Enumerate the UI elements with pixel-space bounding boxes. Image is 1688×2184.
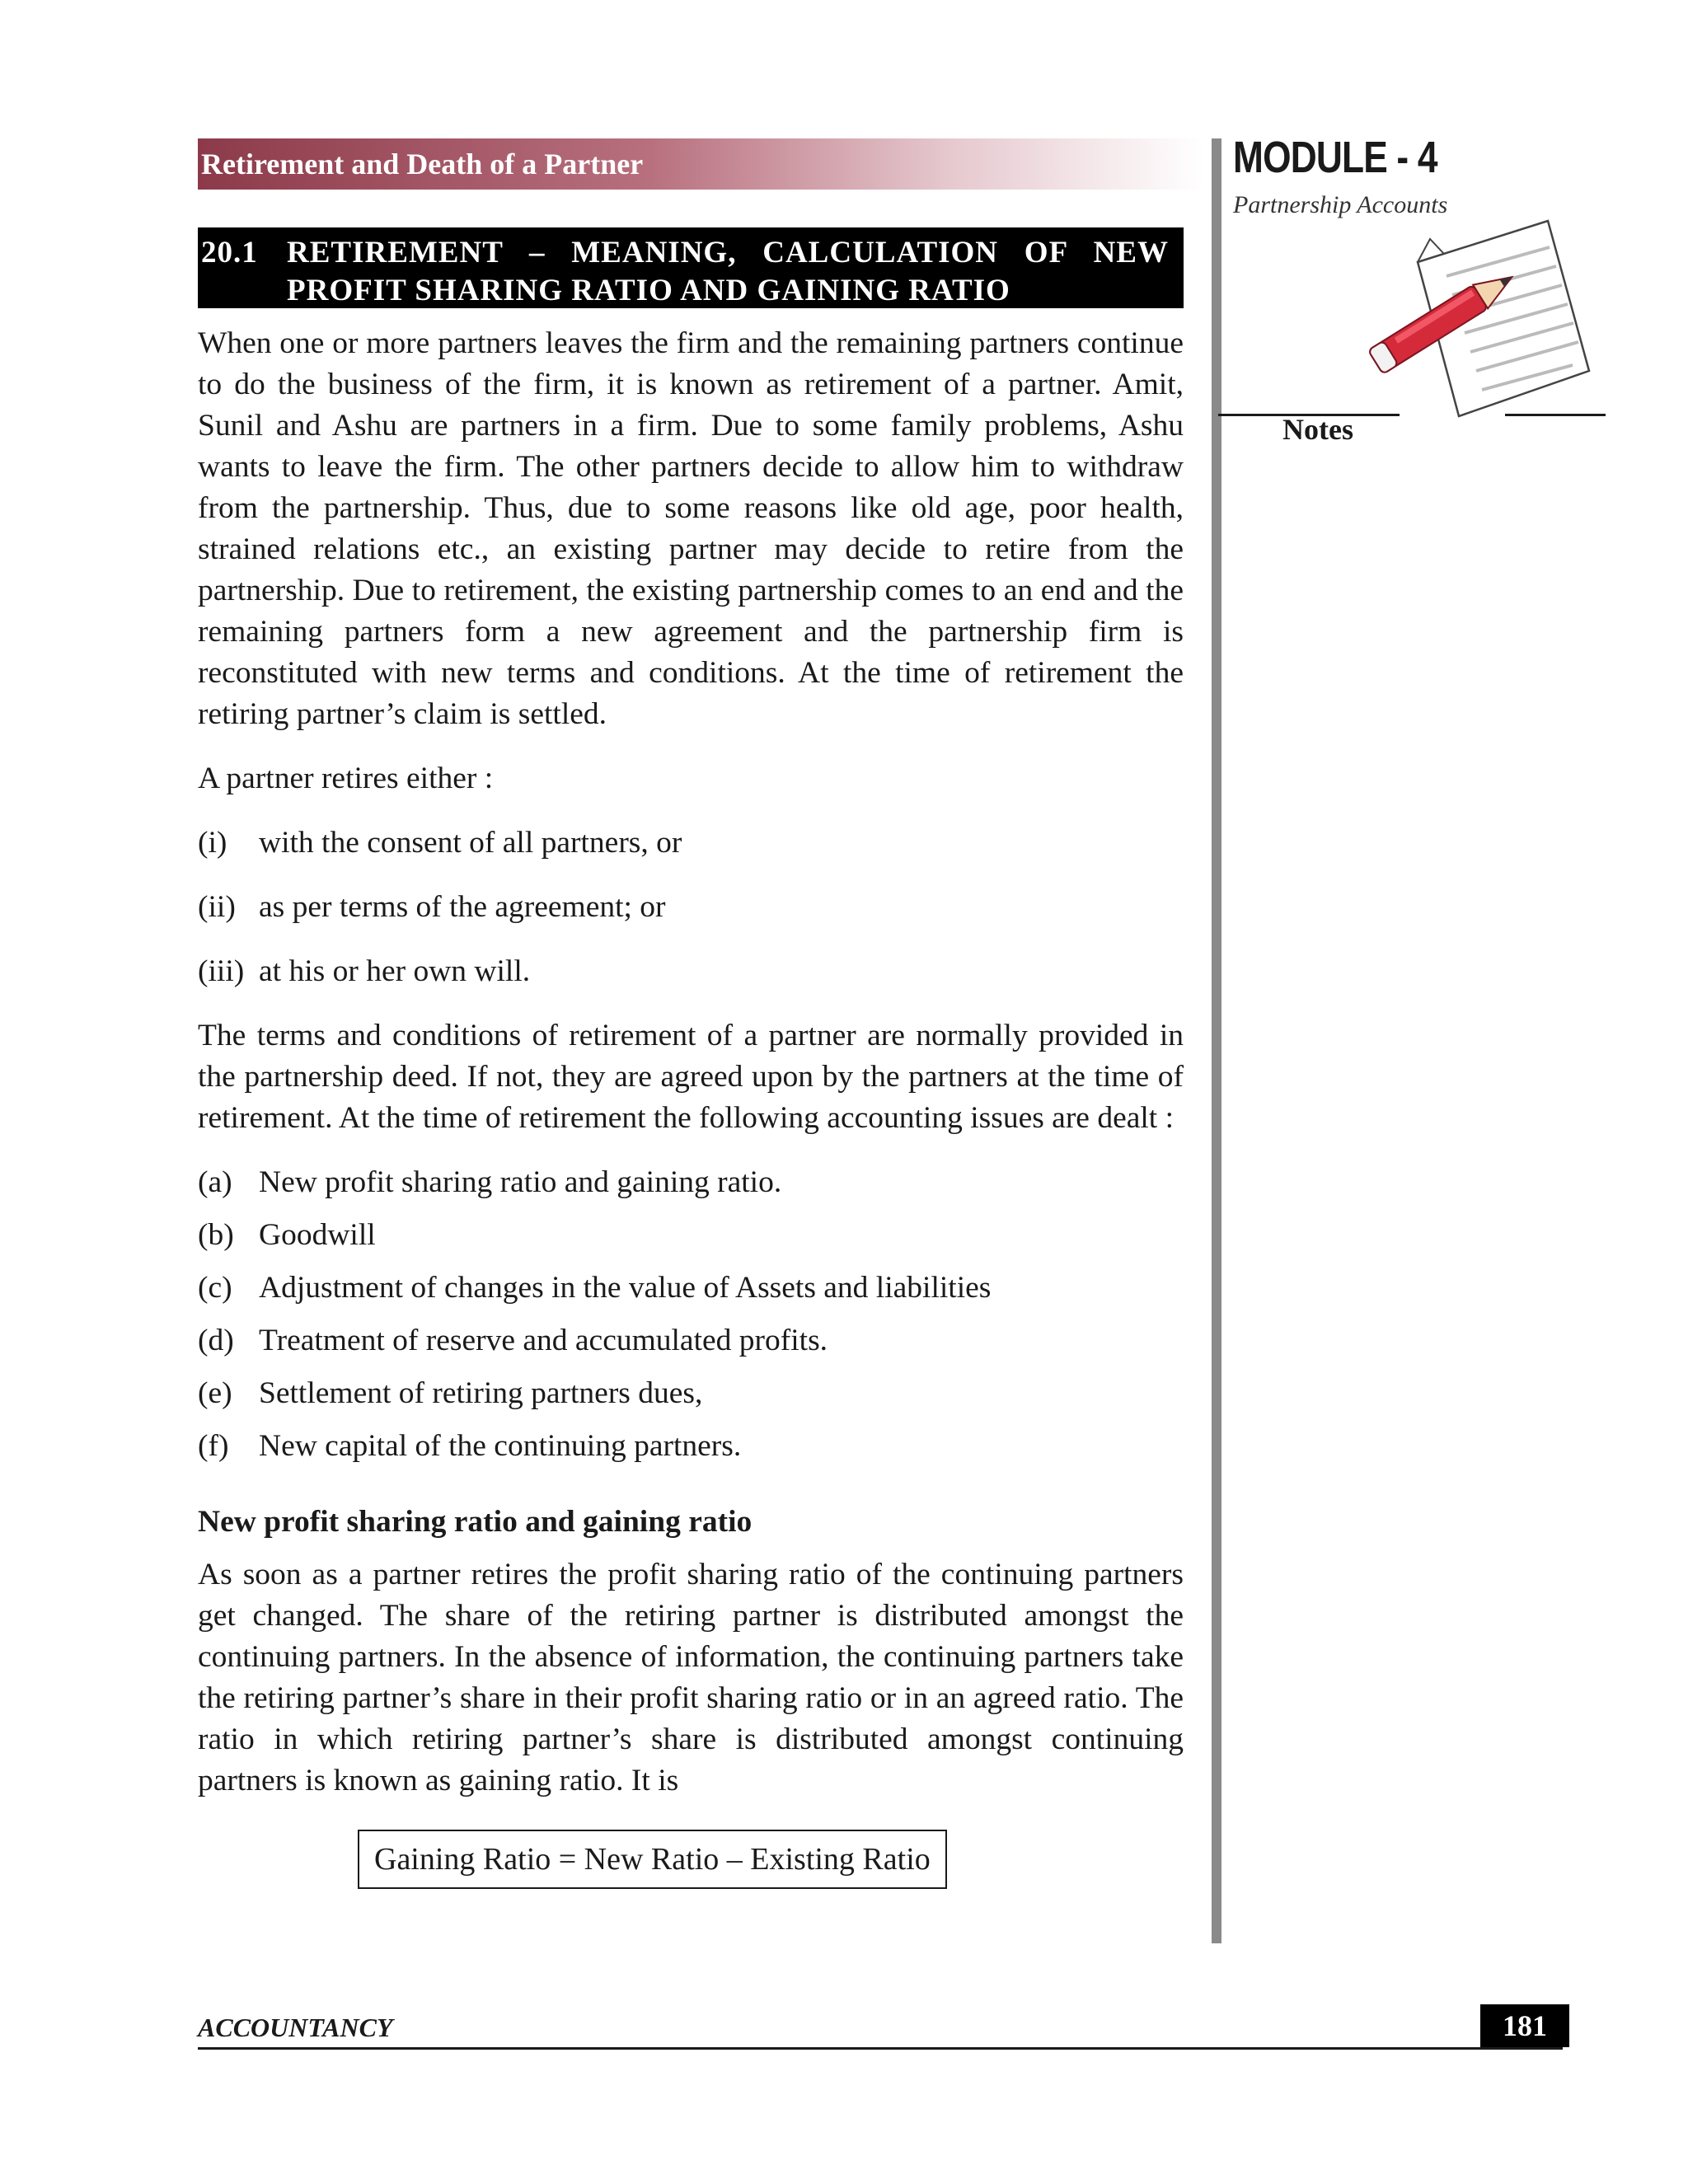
list-text: Adjustment of changes in the value of Assets and liabilities — [259, 1271, 992, 1305]
list-marker: (ii) — [198, 890, 236, 924]
list-marker: (e) — [198, 1376, 232, 1410]
page-number: 181 — [1480, 2004, 1569, 2047]
paragraph-retires-either: A partner retires either : — [198, 762, 494, 795]
list-item — [198, 1215, 1184, 1256]
list-marker: (c) — [198, 1271, 232, 1305]
footer-rule — [198, 2047, 1563, 2050]
list-text: with the consent of all partners, or — [259, 826, 682, 860]
list-text: Goodwill — [259, 1218, 376, 1252]
subheading-gaining-ratio: New profit sharing ratio and gaining ratio — [198, 1505, 753, 1539]
module-title: MODULE - 4 — [1233, 133, 1437, 182]
module-subtitle: Partnership Accounts — [1233, 191, 1448, 218]
list-item — [198, 1268, 1184, 1309]
notes-label: Notes — [1282, 413, 1353, 446]
body-text — [198, 323, 1184, 1889]
list-marker: (d) — [198, 1324, 234, 1357]
paragraph-terms-conditions: The terms and conditions of retirement of a partner are normally provided in the partnership deed. If not, they are agreed upon by the partners at the time of retirement. At the time of retirement the following accounting issues are dealt : — [198, 1019, 1184, 1135]
chapter-title-band — [198, 138, 1203, 190]
list-text: New profit sharing ratio and gaining ratio. — [259, 1165, 782, 1199]
list-text: as per terms of the agreement; or — [259, 890, 666, 924]
chapter-title: Retirement and Death of a Partner — [201, 148, 644, 180]
section-title-line2: PROFIT SHARING RATIO AND GAINING RATIO — [287, 274, 1010, 307]
list-marker: (iii) — [198, 954, 245, 988]
paragraph-retirement-meaning: When one or more partners leaves the firm and the remaining partners continue to do the business of the firm, it is known as retirement of a partner. Amit, Sunil and Ashu are partners in a firm. Due to some family problems, Ashu wants to leave the firm. The other partners decide to allow him to withdraw from the partnership. Thus, due to some reasons like old age, poor health, strained relations etc., an existing partner may decide to retire from the partnership. Due to retirement, the existing partnership comes to an end and the remaining partners form a new agreement and the partnership firm is reconstituted with new terms and conditions. At the time of retirement the retiring partner’s claim is settled. — [198, 326, 1184, 731]
list-marker: (a) — [198, 1165, 232, 1199]
list-item — [198, 1320, 1184, 1361]
section-heading — [198, 227, 1184, 308]
list-marker: (b) — [198, 1218, 234, 1252]
list-item — [198, 1426, 1184, 1467]
list-item — [198, 1373, 1184, 1414]
section-title-line1: RETIREMENT – MEANING, CALCULATION OF NEW — [287, 236, 1169, 269]
paragraph-gaining-ratio: As soon as a partner retires the profit sharing ratio of the continuing partners get changed. The share of the retiring partner is distributed amongst the continuing partners. In the absence of information, the continuing partners take the retiring partner’s share in their profit sharing ratio or in an agreed ratio. The ratio in which retiring partner’s share is distributed amongst continuing partners is known as gaining ratio. It is — [198, 1558, 1184, 1797]
section-number: 20.1 — [201, 236, 258, 269]
list-text: Settlement of retiring partners dues, — [259, 1376, 703, 1410]
notes-pencil-icon — [1368, 214, 1591, 437]
sidebar-divider — [1212, 138, 1221, 1943]
list-marker: (i) — [198, 826, 227, 860]
list-item — [198, 887, 1184, 928]
list-text: at his or her own will. — [259, 954, 531, 988]
list-item — [198, 823, 1184, 864]
list-item — [198, 1162, 1184, 1203]
list-item — [198, 951, 1184, 992]
list-text: Treatment of reserve and accumulated profits. — [259, 1324, 828, 1357]
list-marker: (f) — [198, 1429, 229, 1463]
notes-rule-right — [1505, 414, 1606, 416]
gaining-ratio-formula-box: Gaining Ratio = New Ratio – Existing Ratio — [358, 1830, 947, 1889]
footer-subject: ACCOUNTANCY — [198, 2013, 393, 2042]
list-text: New capital of the continuing partners. — [259, 1429, 742, 1463]
